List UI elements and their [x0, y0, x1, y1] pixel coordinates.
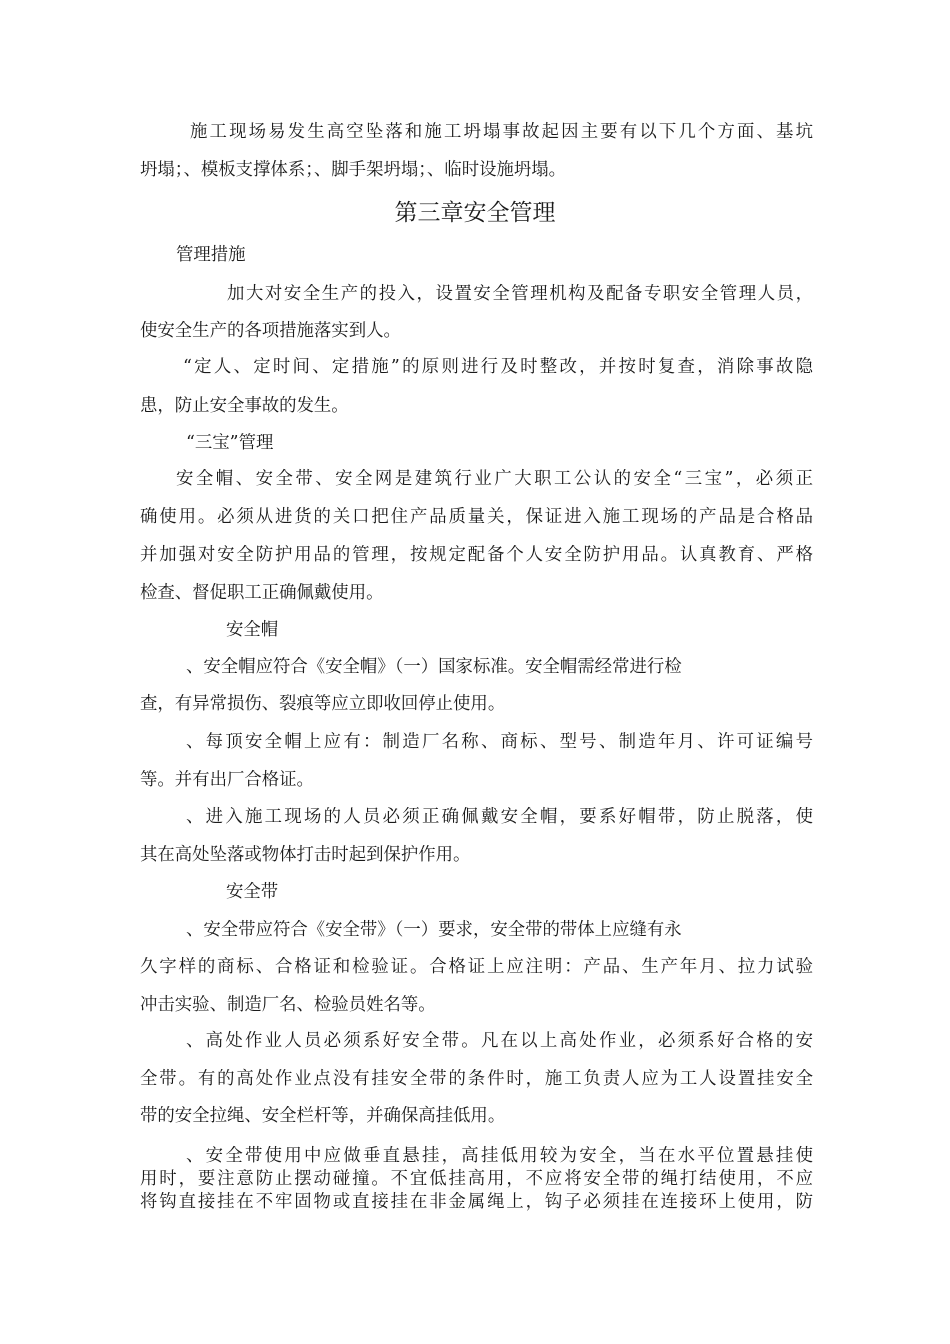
management-p2-line-2: 患，防止安全事故的发生。: [140, 396, 349, 416]
sanbao-line-3: 并加强对安全防护用品的管理，按规定配备个人安全防护用品。认真教育、严格: [140, 545, 813, 565]
belt-item-3-line-1: 、安全带使用中应做垂直悬挂，高挂低用较为安全，当在水平位置悬挂使: [186, 1146, 813, 1166]
management-p1-line-2: 使安全生产的各项措施落实到人。: [140, 321, 401, 341]
helmet-item-3-line-2: 其在高处坠落或物体打击时起到保护作用。: [140, 845, 471, 865]
belt-item-3-line-2: 用时，要注意防止摆动碰撞。不宜低挂高用，不应将安全带的绳打结使用，不应: [140, 1169, 813, 1189]
intro-line-2: 坍塌；、模板支撑体系；、脚手架坍塌；、临时设施坍塌。: [140, 160, 567, 180]
section-heading-belt: 安全带: [226, 882, 279, 902]
belt-item-2-line-3: 带的安全拉绳、安全栏杆等，并确保高挂低用。: [140, 1106, 506, 1126]
helmet-item-1-line-2: 查，有异常损伤、裂痕等应立即收回停止使用。: [140, 694, 506, 714]
sanbao-line-2: 确使用。必须从进货的关口把住产品质量关，保证进入施工现场的产品是合格品: [140, 507, 813, 527]
helmet-item-3-line-1: 、进入施工现场的人员必须正确佩戴安全帽，要系好帽带，防止脱落，使: [186, 807, 813, 827]
belt-item-3-line-3: 将钩直接挂在不牢固物或直接挂在非金属绳上，钩子必须挂在连接环上使用，防: [140, 1192, 813, 1212]
belt-item-1-line-3: 冲击实验、制造厂名、检验员姓名等。: [140, 995, 436, 1015]
management-p1-line-1: 加大对安全生产的投入，设置安全管理机构及配备专职安全管理人员，: [227, 284, 813, 304]
helmet-item-2-line-1: 、每顶安全帽上应有：制造厂名称、商标、型号、制造年月、许可证编号: [186, 732, 813, 752]
helmet-item-2-line-2: 等。并有出厂合格证。: [140, 770, 314, 790]
helmet-item-1-line-1: 、安全帽应符合《安全帽》（一）国家标准。安全帽需经常进行检: [186, 657, 682, 677]
belt-item-2-line-1: 、高处作业人员必须系好安全带。凡在以上高处作业，必须系好合格的安: [186, 1031, 813, 1051]
sanbao-line-1: 安全帽、安全带、安全网是建筑行业广大职工公认的安全“三宝”，必须正: [176, 469, 813, 489]
belt-item-1-line-2: 久字样的商标、合格证和检验证。合格证上应注明：产品、生产年月、拉力试验: [140, 957, 813, 977]
sanbao-line-4: 检查、督促职工正确佩戴使用。: [140, 583, 384, 603]
belt-item-2-line-2: 全带。有的高处作业点没有挂安全带的条件时，施工负责人应为工人设置挂安全: [140, 1069, 813, 1089]
management-p2-line-1: “定人、定时间、定措施”的原则进行及时整改，并按时复查，消除事故隐: [183, 357, 813, 377]
section-heading-helmet: 安全帽: [226, 620, 279, 640]
section-heading-sanbao: “三宝”管理: [186, 433, 274, 453]
chapter-title: 第三章安全管理: [394, 200, 556, 226]
section-heading-management: 管理措施: [176, 245, 246, 265]
belt-item-1-line-1: 、安全带应符合《安全带》（一）要求，安全带的带体上应缝有永: [186, 920, 682, 940]
intro-line-1: 施工现场易发生高空坠落和施工坍塌事故起因主要有以下几个方面、基坑: [190, 122, 813, 142]
